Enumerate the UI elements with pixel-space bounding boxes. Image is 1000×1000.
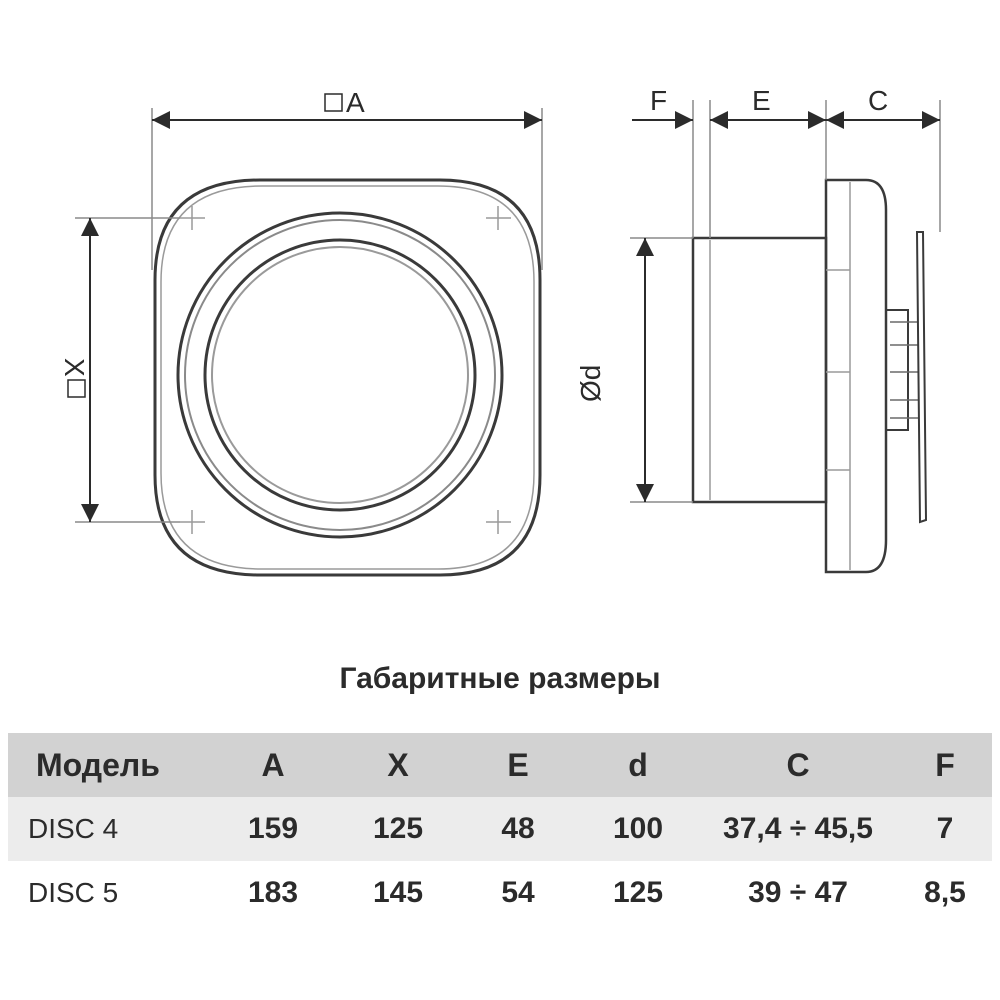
cell-c: 37,4 ÷ 45,5 (698, 797, 898, 861)
header-e: E (458, 733, 578, 797)
cell-d: 100 (578, 797, 698, 861)
dimension-a-label: A (346, 87, 365, 118)
dimension-e-label: E (752, 85, 771, 116)
front-view (75, 108, 542, 575)
dimension-x-label: X (59, 358, 90, 377)
table-row (8, 861, 992, 925)
cell-f: 7 (898, 797, 992, 861)
side-connector (886, 310, 908, 430)
header-f: F (898, 733, 992, 797)
square-symbol-a (325, 94, 342, 111)
front-plate-inner-outline (161, 186, 534, 569)
side-plate (826, 180, 886, 572)
square-symbol-x (68, 380, 85, 397)
cell-x: 125 (338, 797, 458, 861)
table-header-row (8, 733, 992, 797)
front-circle-outer (178, 213, 502, 537)
cell-x: 145 (338, 861, 458, 925)
side-view (630, 100, 940, 572)
front-extension-lines (75, 108, 542, 522)
front-circle-mid (185, 220, 495, 530)
cell-e: 48 (458, 797, 578, 861)
header-x: X (338, 733, 458, 797)
cell-model: DISC 5 (8, 861, 208, 925)
table-row (8, 797, 992, 861)
header-a: A (208, 733, 338, 797)
header-d: d (578, 733, 698, 797)
dimension-c-label: C (868, 85, 889, 116)
cell-d: 125 (578, 861, 698, 925)
side-extension-lines (630, 100, 940, 502)
front-circle-core (212, 247, 468, 503)
table-title: Габаритные размеры (339, 662, 661, 695)
front-circle-inner (205, 240, 475, 510)
cell-a: 183 (208, 861, 338, 925)
header-c: C (698, 733, 898, 797)
side-cover (917, 232, 926, 522)
side-duct-body (693, 238, 826, 502)
cell-a: 159 (208, 797, 338, 861)
dimensions-table (8, 733, 992, 925)
header-model: Модель (8, 733, 208, 797)
cell-f: 8,5 (898, 861, 992, 925)
cell-e: 54 (458, 861, 578, 925)
dimension-d-label: Ød (575, 364, 606, 402)
dimension-x-label-group (59, 358, 90, 397)
dimension-f-label: F (650, 85, 668, 116)
cell-c: 39 ÷ 47 (698, 861, 898, 925)
cell-model: DISC 4 (8, 797, 208, 861)
